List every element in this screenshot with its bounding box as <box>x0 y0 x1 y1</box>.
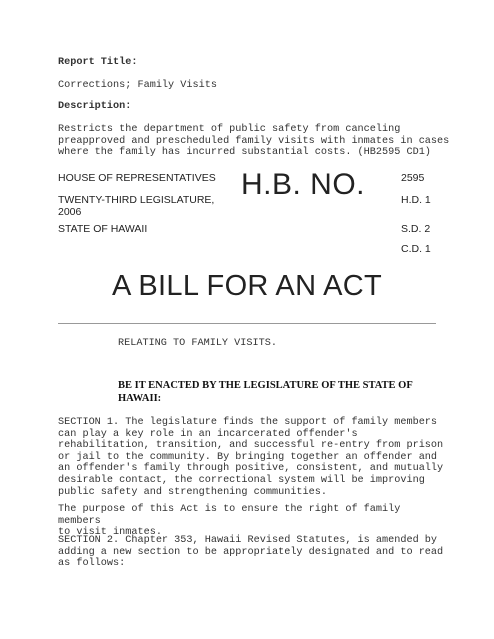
bill-number-label: H.B. NO. <box>241 168 366 201</box>
description-text: Restricts the department of public safety from canceling preapproved and prescheduled family visits with inmates in cases where the family has incurred substantial costs. (HB2595 CD1) <box>58 124 450 159</box>
conference-draft: C.D. 1 <box>401 243 431 255</box>
bill-number: 2595 <box>401 172 425 184</box>
house-of-representatives: HOUSE OF REPRESENTATIVES <box>58 172 216 184</box>
bill-heading: A BILL FOR AN ACT <box>112 270 382 302</box>
report-title-value: Corrections; Family Visits <box>58 80 217 91</box>
section-2-text: SECTION 2. Chapter 353, Hawaii Revised Statutes, is amended by adding a new section to be appropriately designated and to read as follows: <box>58 535 444 570</box>
relating-clause: RELATING TO FAMILY VISITS. <box>118 338 277 349</box>
enacting-clause: BE IT ENACTED BY THE LEGISLATURE OF THE STATE OF HAWAII: <box>118 380 413 404</box>
report-title-label: Report Title: <box>58 57 138 68</box>
heading-divider <box>58 323 436 324</box>
senate-draft: S.D. 2 <box>401 223 431 235</box>
legislature-session: TWENTY-THIRD LEGISLATURE, 2006 <box>58 194 215 218</box>
purpose-text: The purpose of this Act is to ensure the right of family members to visit inmates. <box>58 504 401 539</box>
house-draft: H.D. 1 <box>401 194 431 206</box>
description-label: Description: <box>58 101 132 112</box>
section-1-text: SECTION 1. The legislature finds the support of family members can play a key role in an incarcerated offender's rehabilitation, transition, and successful re-entry from prison or jail to the community. By bringing together an offender and an offender's family through positive, consistent, and mutually desirable contact, the correctional system will be improving public safety and strengthening communities. <box>58 417 444 498</box>
state-name: STATE OF HAWAII <box>58 223 148 235</box>
